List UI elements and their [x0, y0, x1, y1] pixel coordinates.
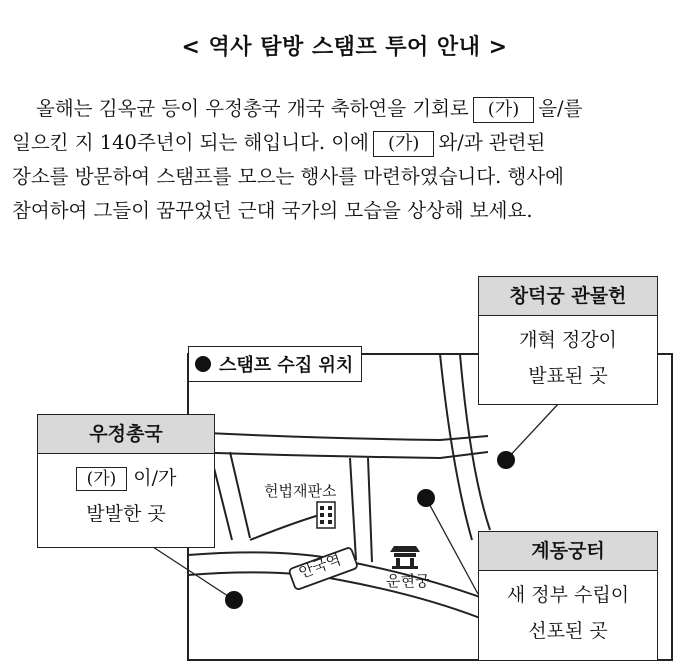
building-icon — [317, 502, 335, 528]
stamp-dot-ujeong — [225, 591, 243, 609]
callout-changdeok — [478, 276, 658, 405]
page-title: < 역사 탐방 스탬프 투어 안내 > — [181, 35, 508, 60]
text-span: 와/과 관련된 — [438, 131, 546, 154]
text-span: 이/가 — [133, 467, 177, 489]
callout-text: 발발한 곳 — [86, 503, 166, 525]
paragraph-line-4: 참여하여 그들이 꿈꾸었던 근대 국가의 모습을 상상해 보세요. — [12, 199, 533, 222]
callout-body — [479, 571, 657, 649]
callout-text: 발표된 곳 — [528, 365, 608, 387]
blank-box-ga: (가) — [473, 97, 534, 123]
callout-text: 개혁 정강이 — [519, 329, 617, 351]
blank-box-ga: (가) — [373, 131, 434, 157]
text-span: 을/를 — [538, 97, 583, 120]
text-span: 일으킨 지 140주년이 되는 해입니다. 이에 — [12, 131, 369, 154]
callout-ujeong — [37, 414, 215, 548]
text-span: 올해는 김옥균 등이 우정총국 개국 축하연을 기회로 — [36, 97, 469, 120]
callout-title: 계동궁터 — [479, 532, 657, 571]
stamp-dot-gyedong — [417, 489, 435, 507]
callout-text — [38, 460, 214, 496]
callout-title: 우정총국 — [38, 415, 214, 454]
callout-body — [479, 316, 657, 394]
map-label-palace: 운현궁 — [386, 572, 430, 590]
callout-gyedong — [478, 531, 658, 661]
paragraph-line-3: 장소를 방문하여 스탬프를 모으는 행사를 마련하였습니다. 행사에 — [12, 165, 564, 188]
callout-text: 새 정부 수립이 — [506, 584, 630, 606]
map-label-station: 안국역 — [296, 550, 344, 582]
blank-box-ga: (가) — [76, 467, 128, 491]
stamp-dot-changdeok — [497, 451, 515, 469]
callout-title: 창덕궁 관물헌 — [479, 277, 657, 316]
black-dot-icon — [195, 356, 211, 372]
legend-label: 스탬프 수집 위치 — [219, 355, 354, 376]
callout-text: 선포된 곳 — [528, 620, 608, 642]
map-label-court: 헌법재판소 — [264, 482, 337, 500]
map-legend — [188, 346, 362, 382]
callout-body — [38, 454, 214, 532]
